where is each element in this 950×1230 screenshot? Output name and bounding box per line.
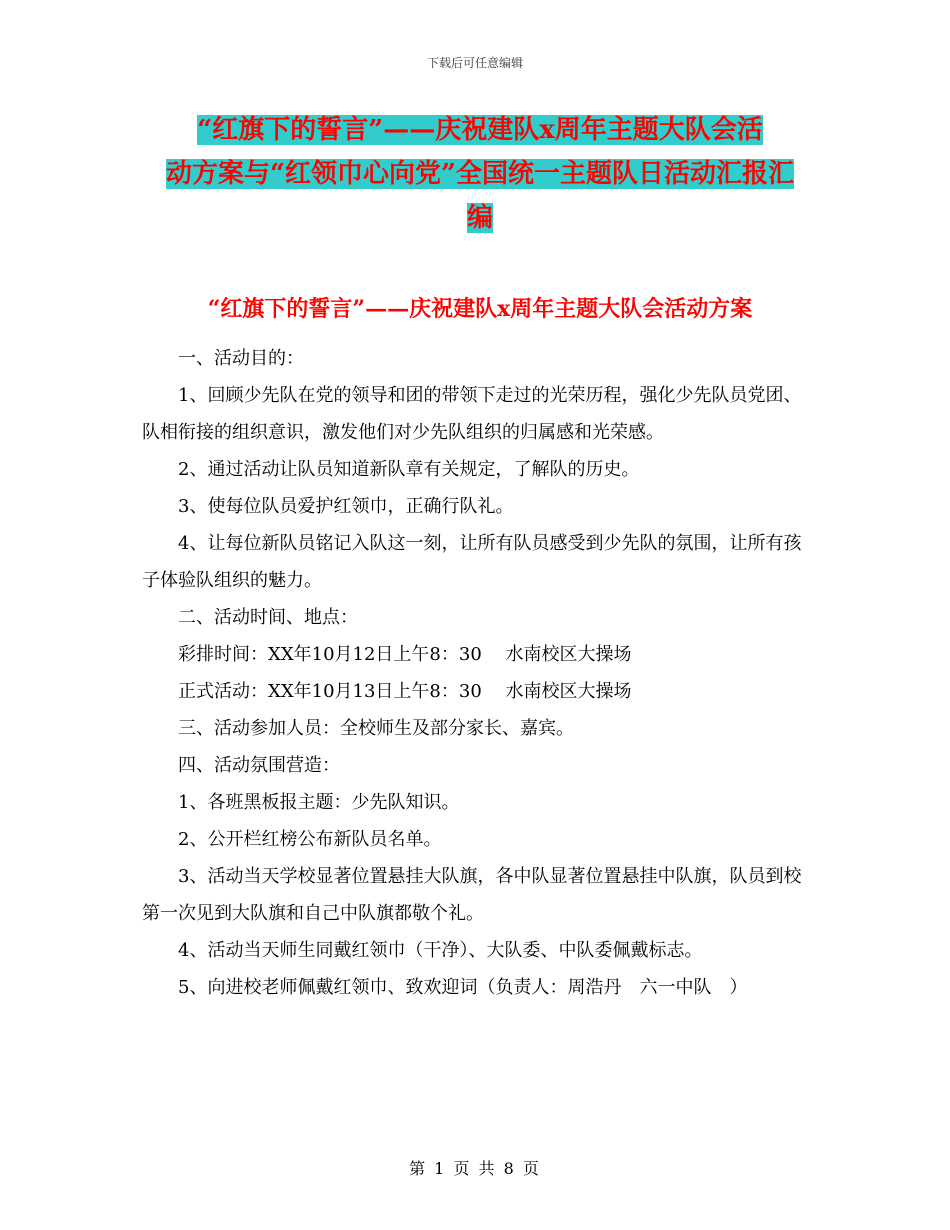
paragraph: 4、让每位新队员铭记入队这一刻，让所有队员感受到少先队的氛围，让所有孩子体验队组织的魅力。: [142, 533, 802, 591]
paragraph: 3、活动当天学校显著位置悬挂大队旗，各中队显著位置悬挂中队旗，队员到校第一次见到大队旗和自己中队旗都敬个礼。: [142, 866, 802, 924]
paragraph: 3、使每位队员爱护红领巾，正确行队礼。: [178, 496, 514, 517]
header-note: 下载后可任意编辑: [426, 56, 523, 70]
paragraph: 正式活动：XX年10月13日上午8：30 水南校区大操场: [178, 681, 632, 702]
page-number: 第 1 页 共 8 页: [409, 1159, 541, 1178]
body-text: [142, 340, 812, 1006]
document-title: [140, 108, 820, 240]
paragraph: 5、向进校老师佩戴红领巾、致欢迎词（负责人：周浩丹 六一中队 ）: [178, 977, 748, 998]
paragraph: 1、各班黑板报主题：少先队知识。: [178, 792, 460, 813]
title-line-3: 编: [466, 203, 493, 233]
paragraph: 4、活动当天师生同戴红领巾（干净）、大队委、中队委佩戴标志。: [178, 940, 703, 961]
paragraph: 彩排时间：XX年10月12日上午8：30 水南校区大操场: [178, 644, 632, 665]
title-line-1: “红旗下的誓言”——庆祝建队x周年主题大队会活: [197, 115, 763, 145]
paragraph: 2、公开栏红榜公布新队员名单。: [178, 829, 442, 850]
paragraph: 一、活动目的：: [178, 348, 304, 369]
paragraph: 2、通过活动让队员知道新队章有关规定，了解队的历史。: [178, 459, 640, 480]
paragraph: 二、活动时间、地点：: [178, 607, 358, 628]
section-title: “红旗下的誓言”——庆祝建队x周年主题大队会活动方案: [207, 296, 753, 322]
paragraph: 三、活动参加人员：全校师生及部分家长、嘉宾。: [178, 718, 574, 739]
paragraph: 1、回顾少先队在党的领导和团的带领下走过的光荣历程，强化少先队员党团、队相衔接的组织意识，激发他们对少先队组织的归属感和光荣感。: [142, 385, 802, 443]
title-line-2: 动方案与“红领巾心向党”全国统一主题队日活动汇报汇: [166, 159, 794, 189]
paragraph: 四、活动氛围营造：: [178, 755, 340, 776]
